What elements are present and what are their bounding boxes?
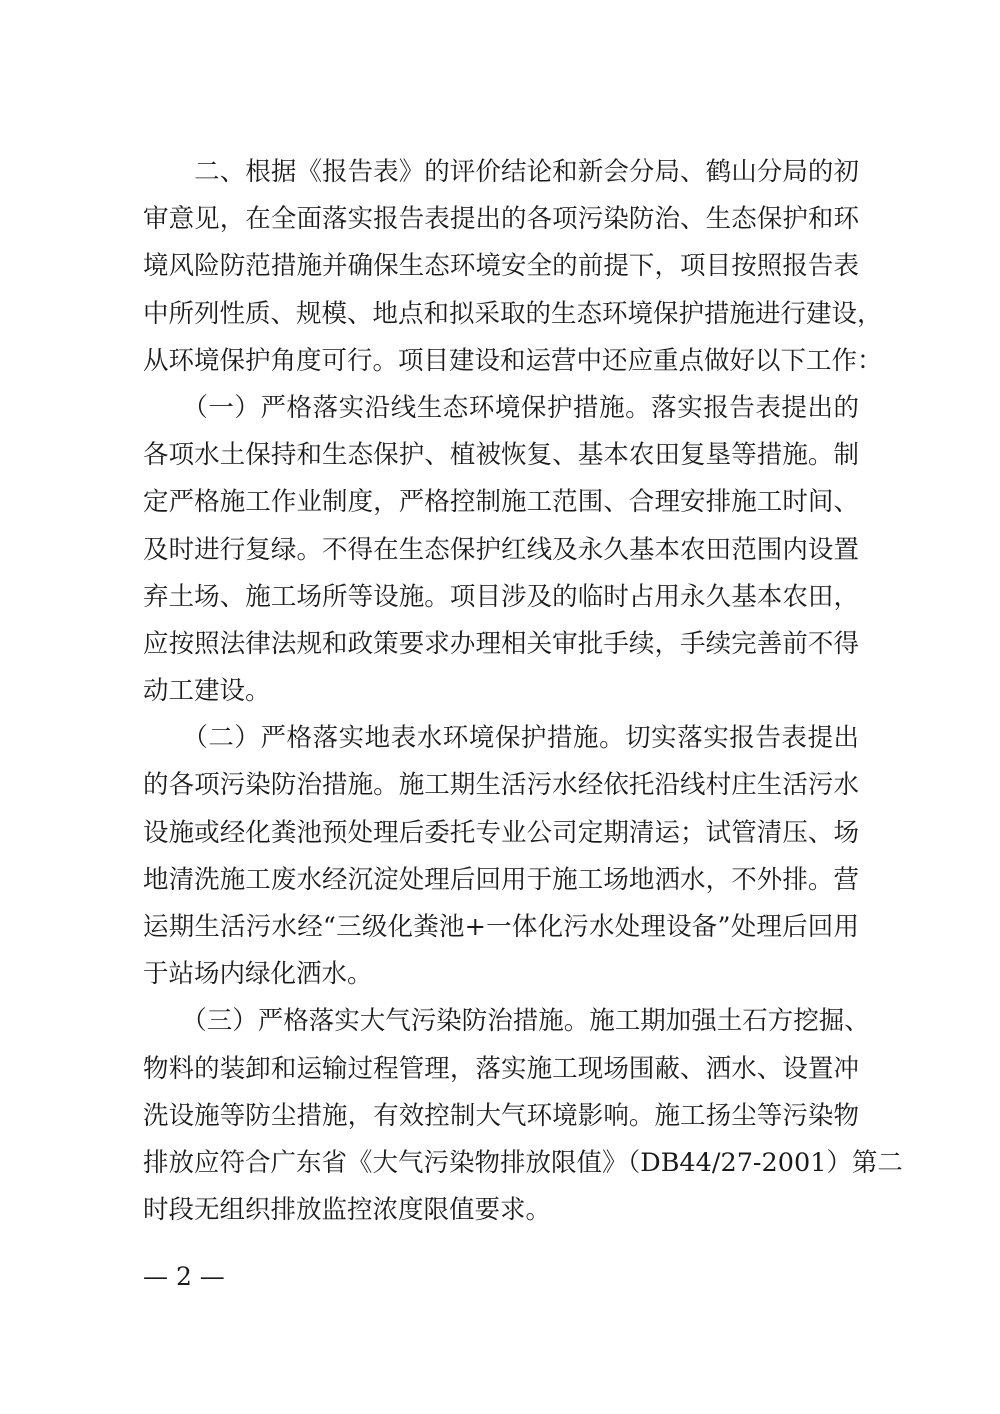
paragraph-3-line: 地清洗施工废水经沉淀处理后回用于施工场地洒水，不外排。营	[143, 864, 859, 895]
paragraph-2-line: 定严格施工作业制度，严格控制施工范围、合理安排施工时间、	[143, 487, 859, 518]
paragraph-4-line: 排放应符合广东省《大气污染物排放限值》（DB44/27-2001）第二	[143, 1147, 903, 1178]
paragraph-1-line: 中所列性质、规模、地点和拟采取的生态环境保护措施进行建设，	[143, 298, 883, 329]
paragraph-2-line: 动工建设。	[143, 676, 271, 707]
paragraph-2-line: （一）严格落实沿线生态环境保护措施。落实报告表提出的	[143, 392, 859, 423]
paragraph-1-line: 境风险防范措施并确保生态环境安全的前提下，项目按照报告表	[143, 251, 859, 282]
paragraph-1-line: 审意见，在全面落实报告表提出的各项污染防治、生态保护和环	[143, 204, 859, 235]
paragraph-4-line: （三）严格落实大气污染防治措施。施工期加强土石方挖掘、	[143, 1006, 870, 1037]
paragraph-2-line: 各项水土保持和生态保护、植被恢复、基本农田复垦等措施。制	[143, 440, 859, 471]
paragraph-2-line: 弃土场、施工场所等设施。项目涉及的临时占用永久基本农田，	[143, 581, 859, 612]
paragraph-4-line: 物料的装卸和运输过程管理，落实施工现场围蔽、洒水、设置冲	[143, 1053, 859, 1084]
paragraph-4-line: 洗设施等防尘措施，有效控制大气环境影响。施工扬尘等污染物	[143, 1100, 859, 1131]
paragraph-2-line: 应按照法律法规和政策要求办理相关审批手续，手续完善前不得	[143, 628, 859, 659]
paragraph-1-line: 二、根据《报告表》的评价结论和新会分局、鹤山分局的初	[143, 157, 859, 187]
paragraph-3-line: 设施或经化粪池预处理后委托专业公司定期清运；试管清压、场	[143, 817, 859, 848]
paragraph-1-line: 从环境保护角度可行。项目建设和运营中还应重点做好以下工作：	[143, 345, 883, 376]
paragraph-2-line: 及时进行复绿。不得在生态保护红线及永久基本农田范围内设置	[143, 534, 859, 565]
page-number: — 2 —	[143, 1262, 225, 1291]
paragraph-3-line: （二）严格落实地表水环境保护措施。切实落实报告表提出	[143, 723, 859, 754]
paragraph-3-line: 运期生活污水经“三级化粪池+一体化污水处理设备”处理后回用	[143, 912, 859, 942]
paragraph-4-line: 时段无组织排放监控浓度限值要求。	[143, 1195, 552, 1226]
paragraph-3-line: 的各项污染防治措施。施工期生活污水经依托沿线村庄生活污水	[143, 770, 859, 801]
document-body	[143, 149, 903, 1234]
paragraph-3-line: 于站场内绿化洒水。	[143, 959, 373, 990]
